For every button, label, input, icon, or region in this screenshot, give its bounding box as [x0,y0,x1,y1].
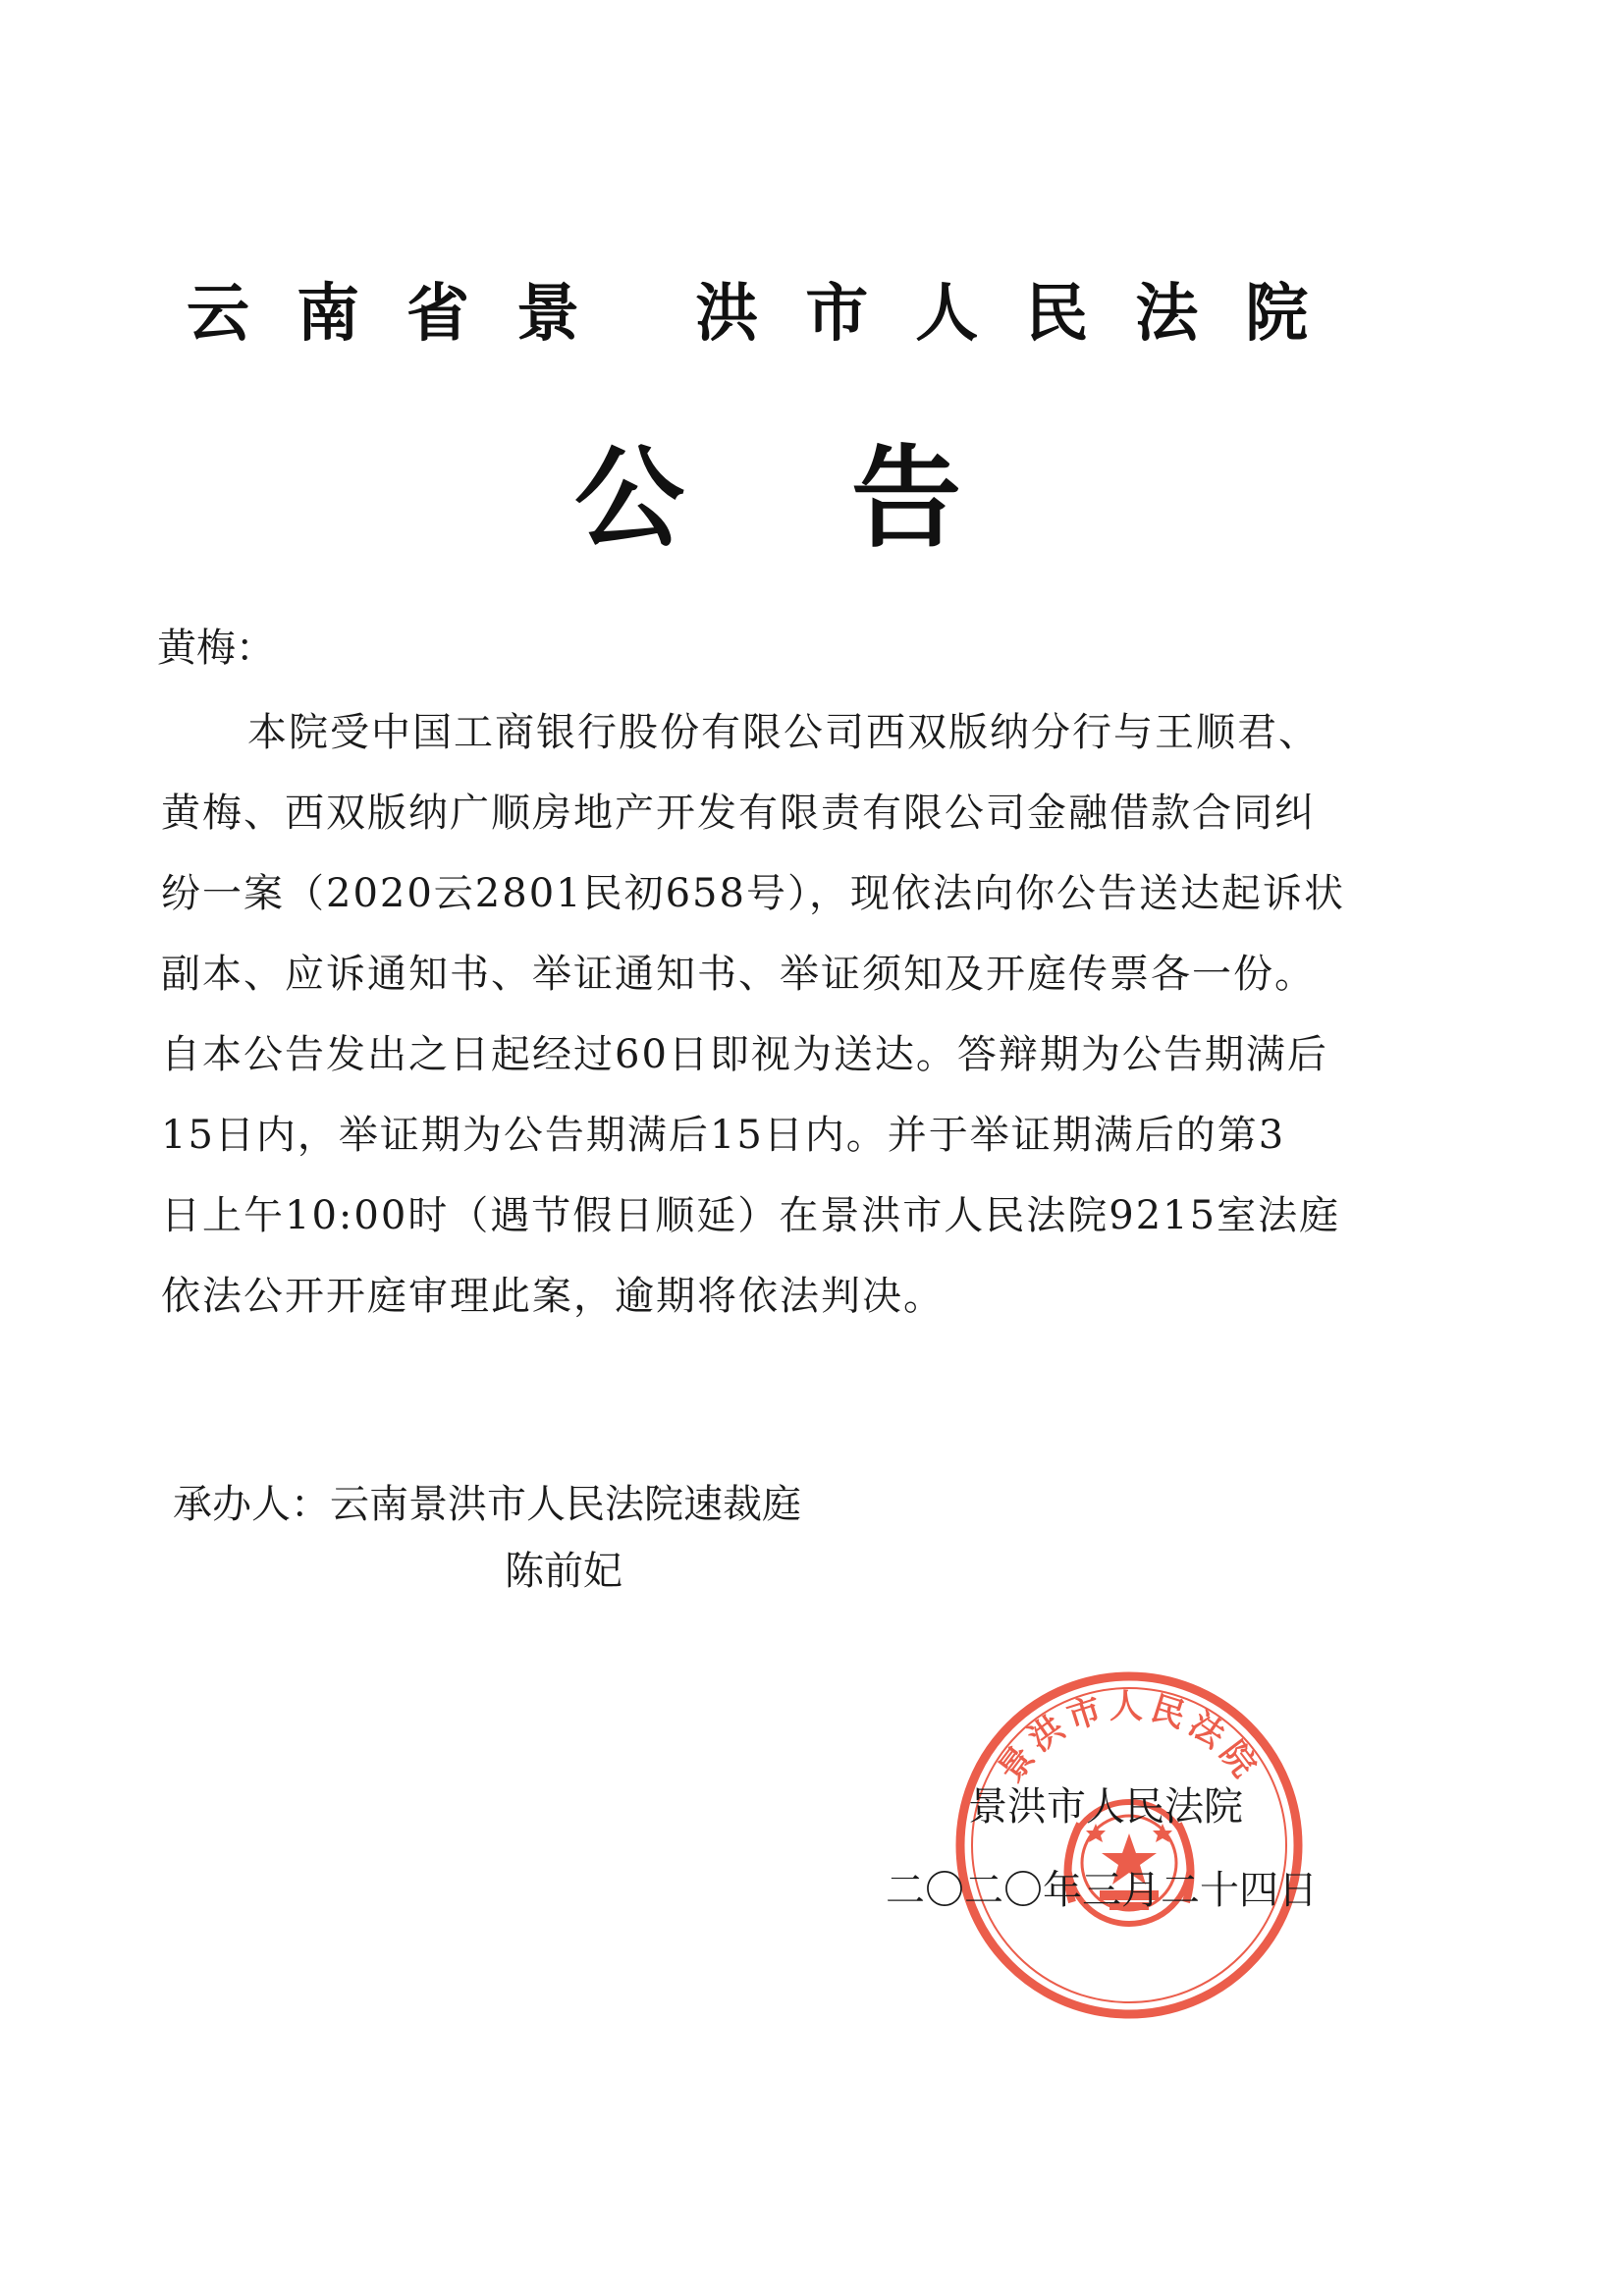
handler-line: 承办人：云南景洪市人民法院速裁庭 [173,1482,801,1527]
addressee-line: 黄梅： [157,626,275,671]
court-name-heading: 云南省景 洪市人民法院 [187,278,1356,351]
issuer-name: 景洪市人民法院 [968,1784,1243,1830]
body-line: 副本、应诉通知书、举证通知书、举证须知及开庭传票各一份。 [161,952,1316,997]
body-line: 依法公开开庭审理此案，逾期将依法判决。 [161,1274,945,1319]
handler-name: 陈前妃 [505,1549,622,1594]
body-line: 本院受中国工商银行股份有限公司西双版纳分行与王顺君、 [247,710,1320,755]
seal-ring-text: 景洪市人民法院 [991,1687,1268,1789]
body-line: 纷一案（2020云2801民初658号），现依法向你公告送达起诉状 [161,871,1345,916]
body-line: 15日内，举证期为公告期满后15日内。并于举证期满后的第3 [161,1113,1286,1158]
body-line: 日上午10:00时（遇节假日顺延）在景洪市人民法院9215室法庭 [161,1193,1341,1238]
body-line: 黄梅、西双版纳广顺房地产开发有限责有限公司金融借款合同纠 [161,791,1316,836]
body-line: 自本公告发出之日起经过60日即视为送达。答辩期为公告期满后 [161,1032,1328,1077]
notice-body [161,692,1418,1337]
court-seal-stamp [950,1667,1308,2024]
issue-date: 二〇二〇年三月二十四日 [886,1868,1318,1913]
notice-title: 公告 [574,435,1128,563]
